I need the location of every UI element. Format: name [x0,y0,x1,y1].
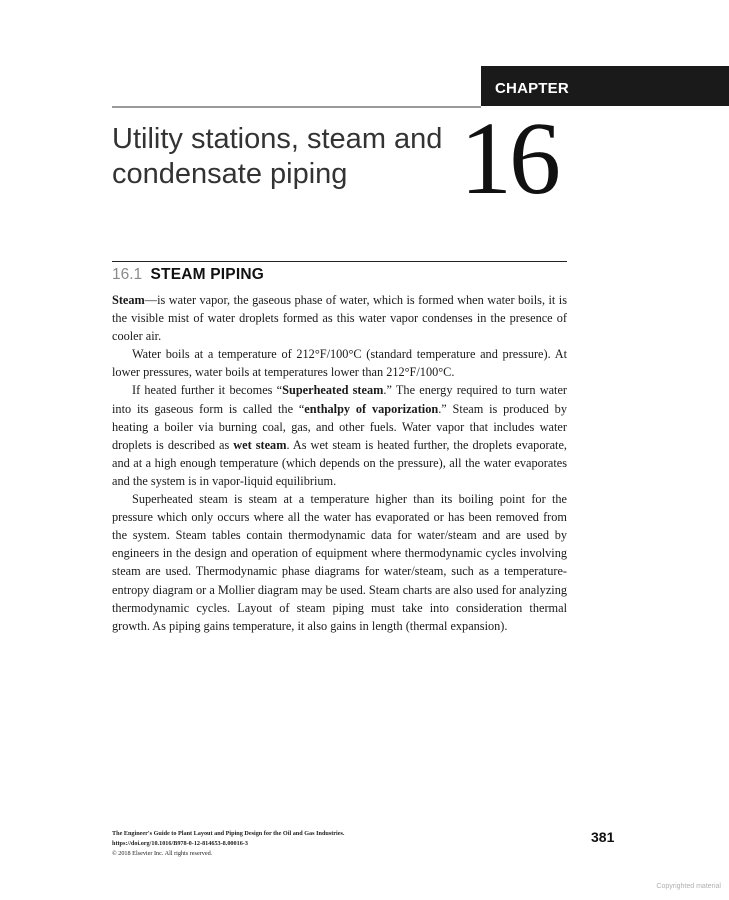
chapter-title: Utility stations, steam and condensate piping [112,123,443,190]
paragraph-1-text: —is water vapor, the gaseous phase of water, which is formed when water boils, it is the visible mist of water droplets formed as this water vapor condenses in the presence of cooler air. [112,293,567,344]
bold-term-steam: Steam [112,293,145,307]
page-number: 381 [591,829,615,845]
section-number: 16.1 [112,266,143,283]
paragraph-3-text-a: If heated further it becomes “ [132,383,283,398]
footer-doi-link[interactable]: https://doi.org/10.1016/B978-0-12-814653-8.00016-3 [112,840,248,847]
paragraph-3-text-c: .” Steam is produced by heating a boiler via burning coal, gas, and other fuels. Water vapor that includes water droplets is described as [112,401,567,452]
paragraph-4: Superheated steam is steam at a temperature higher than its boiling point for the pressure which only occurs where all the water has evaporated or has been removed from the system. Steam tables contain thermodynamic data for water/steam and are used by engineers in the design and operation of equipment where thermodynamic cycles involving steam are used. Thermodynamic phase diagrams for water/steam, such as a temperature-entropy diagram or a Mollier diagram may be used. Steam charts are also used for analyzing thermodynamic cycles. Layout of steam piping must take into consideration thermal growth. As piping gains temperature, it also gains in length (thermal expansion). [112,492,567,633]
section-rule [112,261,567,262]
footer-book-title: The Engineer's Guide to Plant Layout and Piping Design for the Oil and Gas Industries. [112,830,345,837]
header-rule [112,106,481,108]
section-heading [112,266,264,284]
chapter-label: CHAPTER [495,80,569,97]
watermark: Copyrighted material [656,883,721,890]
section-title: STEAM PIPING [150,266,264,283]
paragraph-3-text-b: .” The energy required to turn water into its gaseous form is called the “ [112,383,567,416]
paragraph-1 [112,291,567,345]
footer-citation [112,829,492,859]
bold-term-superheated-steam: Superheated steam [282,383,384,398]
body-text [112,291,567,635]
bold-term-enthalpy: enthalpy of vaporization [304,401,439,416]
paragraph-3-text-d: . As wet steam is heated further, the droplets evaporate, and at a high enough temperature (which depends on the pressure), all the water evaporates and the system is in vapor-liquid equilibrium. [112,437,567,488]
footer-copyright: © 2018 Elsevier Inc. All rights reserved. [112,850,213,857]
paragraph-3 [112,381,567,490]
chapter-label-box [481,66,729,106]
chapter-number: 16 [460,101,558,216]
paragraph-2: Water boils at a temperature of 212°F/100°C (standard temperature and pressure). At lower pressures, water boils at temperatures lower than 212°F/100°C. [112,347,567,380]
bold-term-wet-steam: wet steam [233,437,287,452]
